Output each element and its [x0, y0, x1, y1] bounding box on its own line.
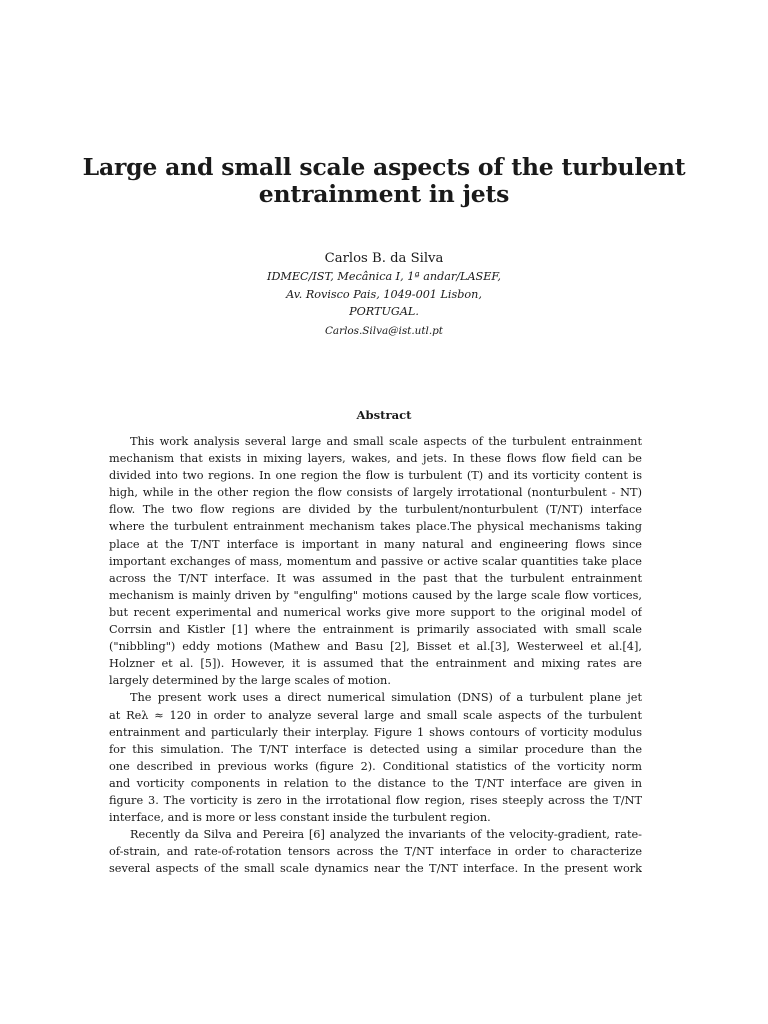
- abstract-line: at Reλ ≈ 120 in order to analyze several large and small scale aspects of the turbulent: [109, 708, 642, 722]
- abstract-line: several aspects of the small scale dynamics near the T/NT interface. In the present work: [109, 862, 642, 876]
- paper-title: [60, 154, 708, 208]
- abstract-line: mechanism that exists in mixing layers, wakes, and jets. In these flows flow field can be: [109, 452, 642, 466]
- abstract-line: but recent experimental and numerical works give more support to the original model of: [109, 605, 642, 619]
- abstract-line: figure 3. The vorticity is zero in the irrotational flow region, rises steeply across the T/NT: [109, 793, 642, 807]
- author-name: Carlos B. da Silva: [324, 251, 444, 266]
- abstract-line: and vorticity components in relation to the distance to the T/NT interface are given in: [109, 776, 642, 790]
- affiliation-line-3: PORTUGAL.: [349, 305, 419, 318]
- affiliation-line-1: IDMEC/IST, Mecânica I, 1ª andar/LASEF,: [267, 270, 501, 283]
- author-block: [160, 250, 608, 340]
- abstract-line: mechanism is mainly driven by "engulfing" motions caused by the large scale flow vortices,: [109, 588, 642, 602]
- abstract-line: of-strain, and rate-of-rotation tensors across the T/NT interface in order to characterize: [109, 845, 642, 859]
- abstract-line: flow. The two flow regions are divided by the turbulent/nonturbulent (T/NT) interface: [109, 503, 642, 517]
- abstract-line: interface, and is more or less constant inside the turbulent region.: [109, 811, 491, 825]
- abstract-line: divided into two regions. In one region the flow is turbulent (T) and its vorticity content is: [109, 469, 642, 483]
- abstract-line: important exchanges of mass, momentum and passive or active scalar quantities take place: [109, 554, 642, 568]
- title-line-1: Large and small scale aspects of the turbulent: [82, 153, 686, 181]
- abstract-line: The present work uses a direct numerical simulation (DNS) of a turbulent plane jet: [130, 691, 642, 705]
- abstract-line: largely determined by the large scales of motion.: [109, 674, 391, 688]
- abstract-line: place at the T/NT interface is important in many natural and engineering flows since: [109, 537, 642, 551]
- abstract-line: for this simulation. The T/NT interface is detected using a similar procedure than the: [109, 742, 642, 756]
- abstract-line: This work analysis several large and small scale aspects of the turbulent entrainment: [130, 435, 642, 448]
- abstract-line: Corrsin and Kistler [1] where the entrainment is primarily associated with small scale: [109, 623, 642, 637]
- abstract-line: Holzner et al. [5]). However, it is assumed that the entrainment and mixing rates are: [109, 657, 642, 671]
- abstract-line: Recently da Silva and Pereira [6] analyzed the invariants of the velocity-gradient, rate-: [130, 828, 642, 842]
- author-email: Carlos.Silva@ist.utl.pt: [324, 324, 443, 337]
- abstract-line: where the turbulent entrainment mechanism takes place.The physical mechanisms taking: [109, 520, 642, 534]
- abstract-body: [109, 433, 642, 877]
- abstract-line: ("nibbling") eddy motions (Mathew and Basu [2], Bisset et al.[3], Westerweel et al.[4],: [109, 640, 642, 654]
- title-line-2: entrainment in jets: [258, 180, 510, 208]
- abstract-line: high, while in the other region the flow consists of largely irrotational (nonturbulent - NT): [109, 486, 642, 500]
- abstract-line: across the T/NT interface. It was assumed in the past that the turbulent entrainment: [109, 571, 642, 585]
- abstract-line: entrainment and particularly their interplay. Figure 1 shows contours of vorticity modulus: [109, 725, 642, 739]
- abstract-line: one described in previous works (figure 2). Conditional statistics of the vorticity norm: [109, 759, 642, 773]
- affiliation-line-2: Av. Rovisco Pais, 1049-001 Lisbon,: [286, 287, 482, 301]
- abstract-heading: Abstract: [356, 408, 412, 422]
